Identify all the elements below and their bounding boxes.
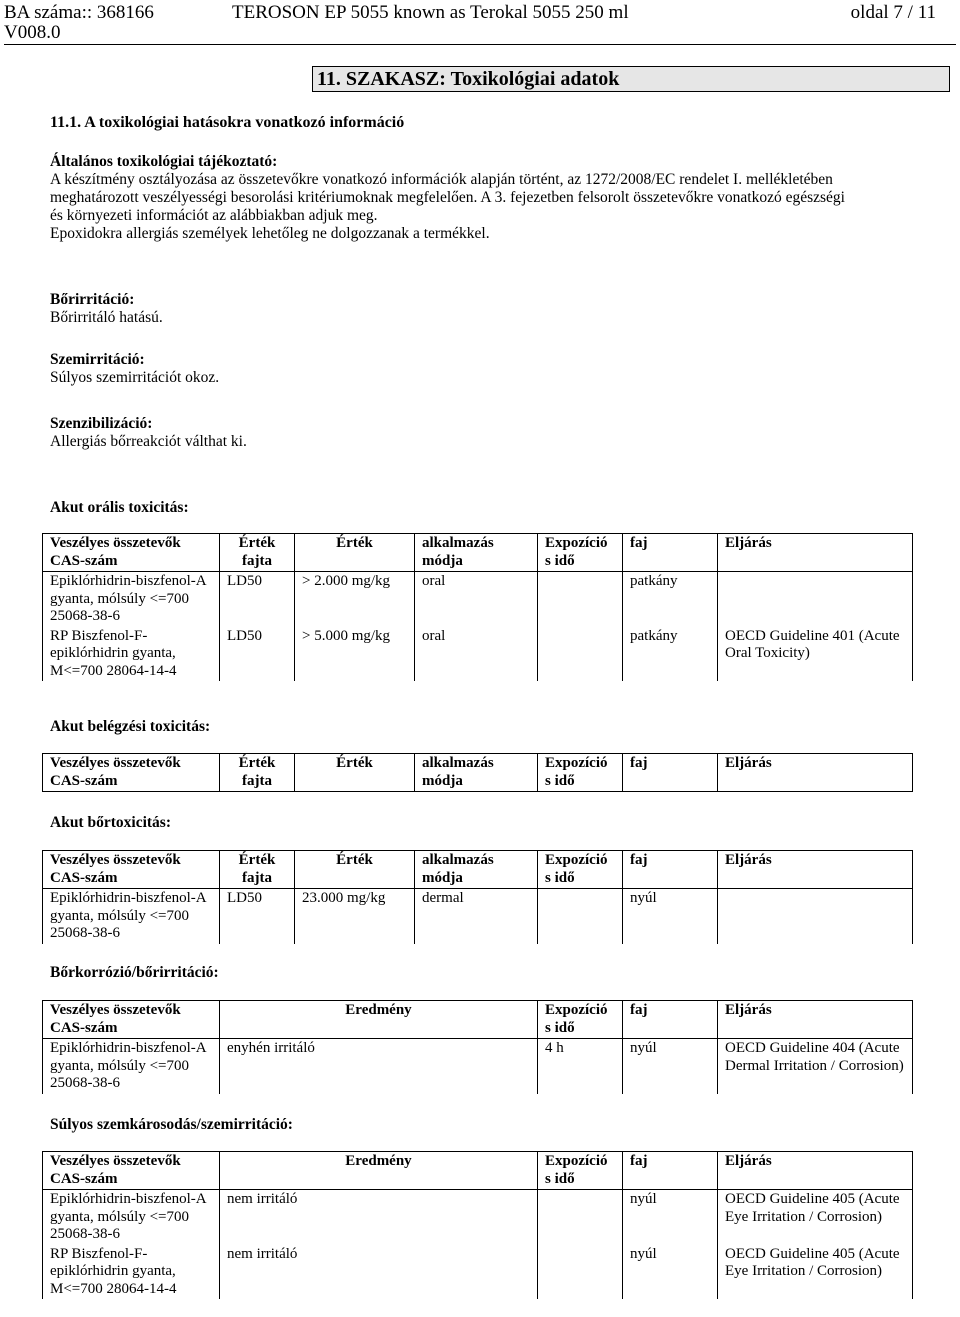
column-header: Érték	[295, 851, 415, 889]
column-header: Expozíció s idő	[538, 1001, 623, 1039]
general-heading: Általános toxikológiai tájékoztató:	[50, 153, 278, 170]
table-cell: enyhén irritáló	[220, 1039, 538, 1094]
table-cell: > 5.000 mg/kg	[295, 627, 415, 682]
table-cell: oral	[415, 572, 538, 627]
table-cell: RP Biszfenol-F-epiklórhidrin gyanta, M<=700 28064-14-4	[43, 627, 220, 682]
column-header: Expozíció s idő	[538, 754, 623, 792]
table-cell	[538, 889, 623, 944]
table-cell: OECD Guideline 404 (Acute Dermal Irritation / Corrosion)	[718, 1039, 913, 1094]
column-header: alkalmazás módja	[415, 534, 538, 572]
table-cell: LD50	[220, 889, 295, 944]
skin-corrosion-table	[42, 1000, 913, 1094]
general-info	[50, 153, 940, 243]
column-header: Veszélyes összetevők CAS-szám	[43, 1001, 220, 1039]
column-header: Veszélyes összetevők CAS-szám	[43, 534, 220, 572]
column-header: Érték fajta	[220, 754, 295, 792]
column-header: alkalmazás módja	[415, 754, 538, 792]
table-cell	[538, 572, 623, 627]
inhalation-toxicity-heading: Akut belégzési toxicitás:	[50, 718, 211, 735]
dermal-toxicity-heading: Akut bőrtoxicitás:	[50, 814, 171, 831]
dermal-toxicity-table	[42, 850, 913, 944]
table-cell: nem irritáló	[220, 1245, 538, 1300]
sensitization-heading: Szenzibilizáció:	[50, 415, 153, 432]
table-cell: 4 h	[538, 1039, 623, 1094]
column-header: Érték fajta	[220, 534, 295, 572]
column-header: Veszélyes összetevők CAS-szám	[43, 851, 220, 889]
table-cell: nem irritáló	[220, 1190, 538, 1245]
table-cell: Epiklórhidrin-biszfenol-A gyanta, mólsúly <=700 25068-38-6	[43, 1190, 220, 1245]
column-header: faj	[623, 1001, 718, 1039]
section-title: 11. SZAKASZ: Toxikológiai adatok	[312, 66, 950, 92]
column-header: Eljárás	[718, 1152, 913, 1190]
column-header: Eljárás	[718, 754, 913, 792]
column-header: Veszélyes összetevők CAS-szám	[43, 754, 220, 792]
table-cell: dermal	[415, 889, 538, 944]
column-header: alkalmazás módja	[415, 851, 538, 889]
general-line: és környezeti információt az alábbiakban adjuk meg.	[50, 207, 378, 224]
table-cell: > 2.000 mg/kg	[295, 572, 415, 627]
table-row	[43, 1190, 913, 1245]
column-header: Expozíció s idő	[538, 851, 623, 889]
skin-irritation-text: Bőrirritáló hatású.	[50, 309, 163, 326]
column-header: Eredmény	[220, 1152, 538, 1190]
table-cell: oral	[415, 627, 538, 682]
table-cell: nyúl	[623, 1245, 718, 1300]
general-line: meghatározott veszélyességi besorolási kritériumoknak megfelelően. A 3. fejezetben felsorolt összetevőkre vonatkozó egészségi	[50, 189, 845, 206]
table-cell	[718, 889, 913, 944]
sensitization-text: Allergiás bőrreakciót válthat ki.	[50, 433, 247, 450]
general-line: Epoxidokra allergiás személyek lehetőleg ne dolgozzanak a termékkel.	[50, 225, 490, 242]
table-cell: 23.000 mg/kg	[295, 889, 415, 944]
column-header: faj	[623, 754, 718, 792]
skin-irritation-info	[50, 291, 940, 327]
oral-toxicity-heading: Akut orális toxicitás:	[50, 499, 189, 516]
table-row	[43, 627, 913, 682]
column-header: faj	[623, 534, 718, 572]
table-cell: Epiklórhidrin-biszfenol-A gyanta, mólsúly <=700 25068-38-6	[43, 1039, 220, 1094]
column-header: Érték	[295, 754, 415, 792]
table-row	[43, 1245, 913, 1300]
column-header: Expozíció s idő	[538, 1152, 623, 1190]
sensitization-info	[50, 415, 940, 451]
column-header: Eljárás	[718, 851, 913, 889]
general-line: A készítmény osztályozása az összetevőkre vonatkozó információk alapján történt, az 1272/2008/EC rendelet I. mellékletében	[50, 171, 833, 188]
column-header: Érték	[295, 534, 415, 572]
table-cell: OECD Guideline 405 (Acute Eye Irritation / Corrosion)	[718, 1190, 913, 1245]
table-cell: OECD Guideline 405 (Acute Eye Irritation / Corrosion)	[718, 1245, 913, 1300]
table-row	[43, 889, 913, 944]
column-header: Veszélyes összetevők CAS-szám	[43, 1152, 220, 1190]
skin-corrosion-heading: Bőrkorrózió/bőrirritáció:	[50, 964, 219, 981]
document-number: BA száma:: 368166	[4, 2, 154, 23]
table-cell: nyúl	[623, 1190, 718, 1245]
eye-irritation-text: Súlyos szemirritációt okoz.	[50, 369, 220, 386]
table-cell: OECD Guideline 401 (Acute Oral Toxicity)	[718, 627, 913, 682]
table-cell: Epiklórhidrin-biszfenol-A gyanta, mólsúly <=700 25068-38-6	[43, 889, 220, 944]
header-divider	[4, 44, 956, 45]
column-header: Expozíció s idő	[538, 534, 623, 572]
table-cell: patkány	[623, 572, 718, 627]
table-cell	[538, 627, 623, 682]
table-cell: nyúl	[623, 889, 718, 944]
page-number: oldal 7 / 11	[850, 2, 936, 23]
table-cell	[538, 1190, 623, 1245]
document-version: V008.0	[4, 22, 61, 43]
table-cell: patkány	[623, 627, 718, 682]
table-cell	[538, 1245, 623, 1300]
table-cell	[718, 572, 913, 627]
table-row	[43, 572, 913, 627]
table-cell: RP Biszfenol-F-epiklórhidrin gyanta, M<=700 28064-14-4	[43, 1245, 220, 1300]
inhalation-toxicity-table	[42, 753, 913, 792]
table-cell: Epiklórhidrin-biszfenol-A gyanta, mólsúly <=700 25068-38-6	[43, 572, 220, 627]
eye-damage-heading: Súlyos szemkárosodás/szemirritáció:	[50, 1116, 293, 1133]
page-header	[0, 0, 960, 44]
table-cell: nyúl	[623, 1039, 718, 1094]
column-header: Érték fajta	[220, 851, 295, 889]
oral-toxicity-table	[42, 533, 913, 681]
column-header: Eljárás	[718, 1001, 913, 1039]
skin-irritation-heading: Bőrirritáció:	[50, 291, 135, 308]
subsection-title: 11.1. A toxikológiai hatásokra vonatkozó információ	[50, 114, 405, 131]
table-cell: LD50	[220, 572, 295, 627]
column-header: Eredmény	[220, 1001, 538, 1039]
column-header: Eljárás	[718, 534, 913, 572]
eye-irritation-heading: Szemirritáció:	[50, 351, 145, 368]
table-cell: LD50	[220, 627, 295, 682]
column-header: faj	[623, 851, 718, 889]
eye-irritation-info	[50, 351, 940, 387]
column-header: faj	[623, 1152, 718, 1190]
product-name: TEROSON EP 5055 known as Terokal 5055 250 ml	[232, 2, 629, 23]
table-row	[43, 1039, 913, 1094]
eye-damage-table	[42, 1151, 913, 1299]
